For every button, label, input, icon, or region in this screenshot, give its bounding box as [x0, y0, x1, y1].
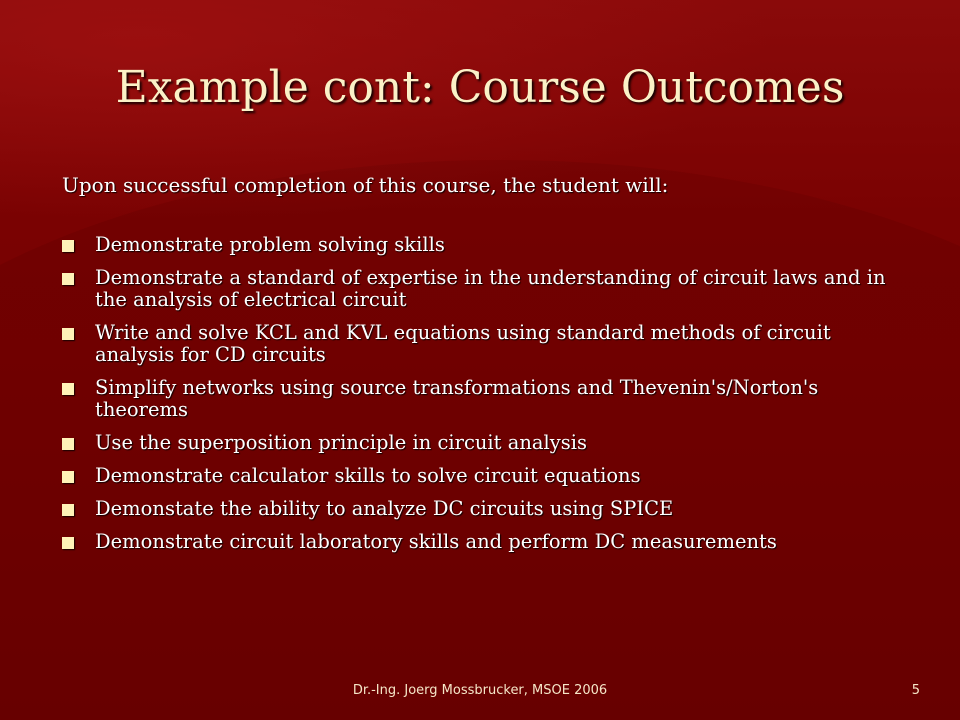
outcome-text: Write and solve KCL and KVL equations using standard methods of circuit analysis for CD circuits: [95, 321, 831, 366]
outcome-text: Use the superposition principle in circuit analysis: [95, 431, 588, 454]
square-bullet-icon: [62, 438, 74, 450]
outcome-item: [62, 531, 912, 553]
slide-title: Example cont: Course Outcomes: [115, 62, 845, 113]
outcome-text: Demonstate the ability to analyze DC circuits using SPICE: [95, 497, 674, 520]
outcome-item: [62, 267, 912, 311]
outcome-text: Demonstrate problem solving skills: [95, 233, 445, 256]
outcome-item: [62, 432, 912, 454]
outcome-text: Demonstrate a standard of expertise in the understanding of circuit laws and in the analysis of electrical circuit: [95, 266, 886, 311]
outcome-item: [62, 322, 912, 366]
outcome-item: [62, 234, 912, 256]
intro-text: Upon successful completion of this course, the student will:: [62, 173, 669, 197]
outcome-item: [62, 498, 912, 520]
footer-text: Dr.-Ing. Joerg Mossbrucker, MSOE 2006: [352, 683, 608, 698]
outcomes-list: [62, 234, 912, 564]
square-bullet-icon: [62, 328, 74, 340]
outcome-text: Simplify networks using source transformations and Thevenin's/Norton's theorems: [95, 376, 819, 421]
outcome-item: [62, 465, 912, 487]
square-bullet-icon: [62, 273, 74, 285]
square-bullet-icon: [62, 471, 74, 483]
square-bullet-icon: [62, 383, 74, 395]
page-number: 5: [911, 683, 920, 698]
outcome-item: [62, 377, 912, 421]
square-bullet-icon: [62, 504, 74, 516]
square-bullet-icon: [62, 537, 74, 549]
outcome-text: Demonstrate circuit laboratory skills and perform DC measurements: [95, 530, 777, 553]
square-bullet-icon: [62, 240, 74, 252]
outcome-text: Demonstrate calculator skills to solve circuit equations: [95, 464, 641, 487]
